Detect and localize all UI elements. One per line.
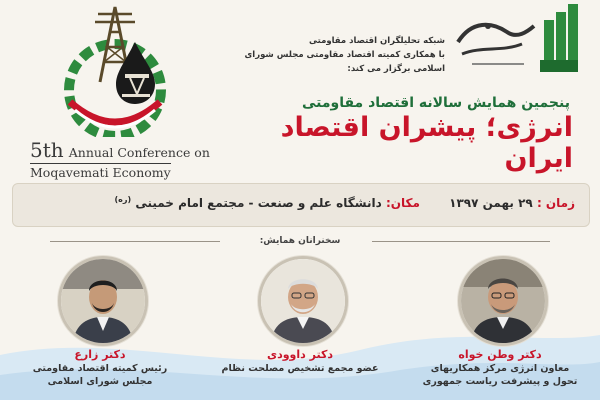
speaker-role-davoudi	[210, 362, 390, 375]
main-title: انرژی؛ پیشران اقتصاد ایران	[280, 112, 573, 174]
speaker-role-zare	[10, 362, 190, 388]
place-value: دانشگاه علم و صنعت - مجتمع امام خمینی	[135, 196, 382, 210]
edition-subtitle: پنجمین همایش سالانه اقتصاد مقاومتی	[301, 95, 570, 111]
person-icon	[461, 259, 545, 343]
speaker-role-line1: معاون انرژی مرکز همکاریهای	[430, 363, 570, 374]
person-icon	[261, 259, 345, 343]
speaker-name-zare: دکتر زارع	[74, 348, 126, 361]
event-info-text	[115, 195, 576, 210]
organizer-line-2: با همکاری کمیته اقتصاد مقاومتی مجلس شورای اسلامی برگزار می کند:	[244, 50, 445, 74]
person-icon	[61, 259, 145, 343]
speaker-name-davoudi: دکتر داوودی	[266, 348, 334, 361]
speakers-heading: سخنرانان همایش:	[259, 236, 341, 246]
place-suffix: (ره)	[114, 195, 132, 204]
speaker-role-vatankhah	[405, 362, 595, 388]
speaker-photo-davoudi	[258, 256, 348, 346]
english-conference-title	[30, 138, 220, 181]
edition-number: 5th	[30, 138, 64, 162]
speaker-photo-vatankhah	[458, 256, 548, 346]
time-value: ۲۹ بهمن ۱۳۹۷	[449, 196, 533, 210]
english-title-line2: Moqavemati Economy	[30, 165, 171, 180]
english-title-line1: Annual Conference on	[68, 145, 210, 160]
organizer-line-1: شبکه تحلیلگران اقتصاد مقاومتی	[309, 36, 445, 46]
organizer-text	[225, 34, 445, 76]
time-label: زمان :	[536, 196, 575, 210]
speaker-role-line1: رئیس کمیته اقتصاد مقاومتی	[32, 363, 168, 374]
speaker-photo-zare	[58, 256, 148, 346]
speaker-role-line2: تحول و پیشرفت ریاست جمهوری	[422, 376, 578, 387]
place-label: مکان:	[385, 196, 420, 210]
speaker-role-line1: عضو مجمع تشخیص مصلحت نظام	[221, 363, 379, 374]
speaker-role-line2: مجلس شورای اسلامی	[47, 376, 153, 387]
event-info-bar	[12, 183, 590, 227]
network-logo-icon	[452, 2, 582, 76]
conference-emblem-icon	[30, 2, 200, 137]
speaker-name-vatankhah: دکتر وطن خواه	[458, 348, 542, 361]
